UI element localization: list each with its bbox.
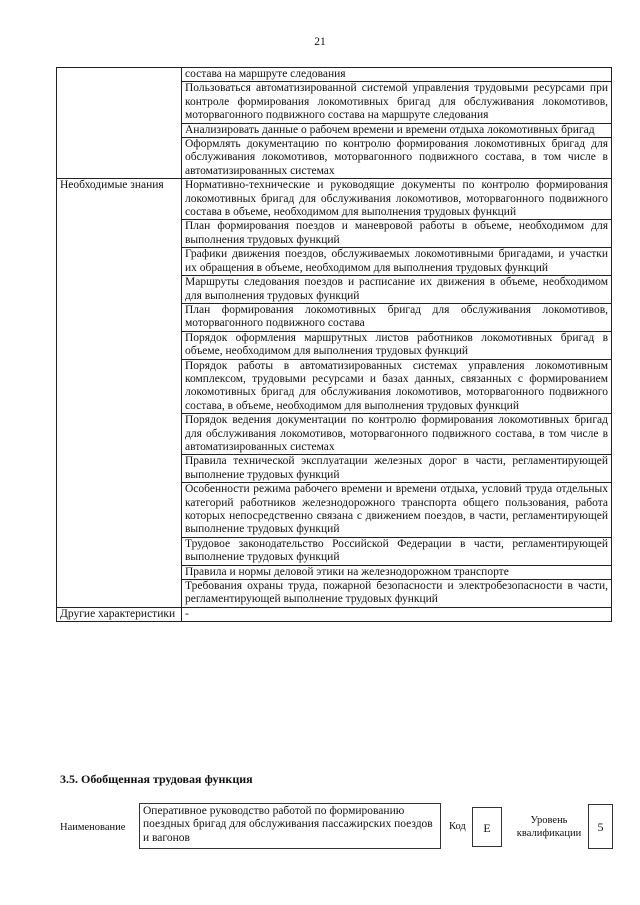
skill-item: Пользоваться автоматизированной системой управления трудовыми ресурсами при контроле формирования локомотивных бригад для обслуживания локомотивов, моторвагонного подвижного состава на маршруте следования: [182, 82, 612, 123]
knowledge-item: План формирования поездов и маневровой работы в объеме, необходимом для выполнения трудовых функций: [182, 220, 612, 248]
knowledge-item: План формирования локомотивных бригад для обслуживания локомотивов, моторвагонного подвижного состава: [182, 303, 612, 331]
knowledge-item: Особенности режима рабочего времени и времени отдыха, условий труда отдельных категорий работников железнодорожного транспорта общего пользования, работа которых непосредственно связана с движением поездов, в части, регламентирующей выполнение трудовых функций: [182, 483, 612, 538]
knowledge-item: Правила и нормы деловой этики на железнодорожном транспорте: [182, 565, 612, 579]
code-label: Код: [449, 821, 466, 832]
other-characteristics-value: -: [182, 607, 612, 621]
table-row: [57, 179, 612, 220]
skill-item: состава на маршруте следования: [182, 68, 612, 82]
knowledge-item: Правила технической эксплуатации железных дорог в части, регламентирующей выполнение трудовых функций: [182, 455, 612, 483]
labor-function-table: [56, 67, 612, 622]
knowledge-item: Маршруты следования поездов и расписание их движения в объеме, необходимом для выполнения трудовых функций: [182, 276, 612, 304]
knowledge-item: Графики движения поездов, обслуживаемых локомотивными бригадами, и участки их обращения в объеме, необходимом для выполнения трудовых функций: [182, 248, 612, 276]
section-heading: 3.5. Обобщенная трудовая функция: [60, 772, 253, 786]
table-row: [57, 607, 612, 621]
knowledge-label: Необходимые знания: [57, 179, 182, 608]
skill-item: Анализировать данные о рабочем времени и времени отдыха локомотивных бригад: [182, 123, 612, 137]
knowledge-item: Нормативно-технические и руководящие документы по контролю формирования локомотивных бригад для обслуживания локомотивов, моторвагонного подвижного состава в объеме, необходимом для выполнения трудовых функций: [182, 179, 612, 220]
skill-item: Оформлять документацию по контролю формирования локомотивных бригад для обслуживания локомотивов, моторвагонного подвижного состава, в том числе в автоматизированных системах: [182, 138, 612, 179]
name-label: Наименование: [60, 822, 126, 833]
page-number: 21: [314, 36, 326, 48]
knowledge-item: Порядок оформления маршрутных листов работников локомотивных бригад в объеме, необходимом для выполнения трудовых функций: [182, 331, 612, 359]
knowledge-item: Порядок ведения документации по контролю формирования локомотивных бригад для обслуживания локомотивов, моторвагонного подвижного состава, в том числе в автоматизированных системах: [182, 414, 612, 455]
knowledge-item: Порядок работы в автоматизированных системах управления локомотивным комплексом, трудовыми ресурсами и базах данных, связанных с формированием локомотивных бригад для обслуживания локомотивов, моторвагонного подвижного состава, в объеме, необходимом для выполнения трудовых функций: [182, 359, 612, 414]
knowledge-item: Трудовое законодательство Российской Федерации в части, регламентирующей выполнение трудовых функций: [182, 537, 612, 565]
qualification-level-value: 5: [588, 804, 613, 849]
other-characteristics-label: Другие характеристики: [57, 607, 182, 621]
qualification-level-label: Уровень квалификации: [516, 815, 582, 839]
skills-label-cell: [57, 68, 182, 179]
table-row: [57, 68, 612, 82]
knowledge-item: Требования охраны труда, пожарной безопасности и электробезопасности в части, регламентирующей выполнение трудовых функций: [182, 580, 612, 608]
code-value: E: [472, 807, 502, 847]
function-name-value: Оперативное руководство работой по формированию поездных бригад для обслуживания пассажирских поездов и вагонов: [139, 803, 441, 849]
